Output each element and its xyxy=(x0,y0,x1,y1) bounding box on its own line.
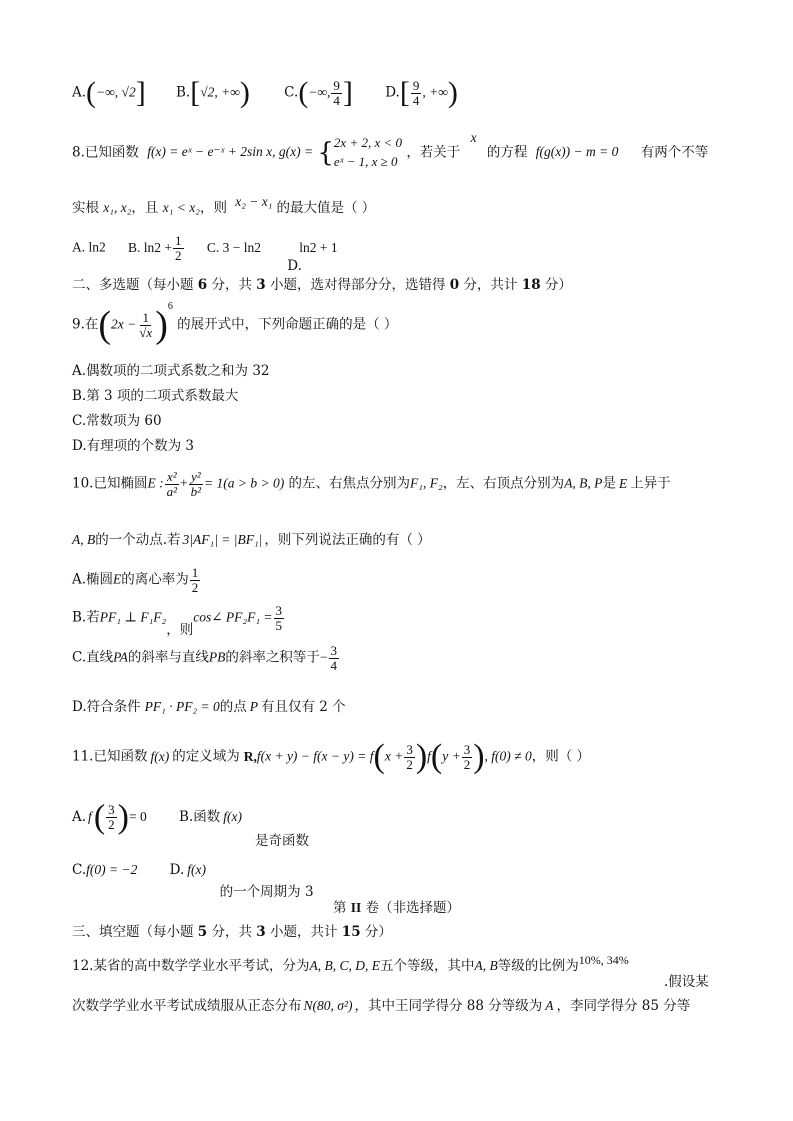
q11-stem: 11.已知函数 f(x) 的定义域为 R,f(x + y) − f(x − y) = f(x + $\frac{3}{2}$ )f(y + $\frac{3}{2}$ ), f(0) ≠ 0，则（ ） xyxy=(72,738,590,775)
q9-stem: 9.在(2x − $\frac{1}{√x}$ )$^6$ 的展开式中，下列命题正确的是（ ） xyxy=(72,301,398,346)
fraction: $\frac{3}{2}$ xyxy=(463,741,471,772)
section-3-heading: 三、填空题（每小题 5 分，共 3 小题，共计 15 分） xyxy=(72,924,392,940)
volume-2-heading: 第 II 卷（非选择题） xyxy=(332,900,461,916)
fraction: $\frac{3}{2}$ xyxy=(406,741,413,772)
q9-option-c: C.常数项为 60 xyxy=(72,413,162,429)
fraction: $\frac{3}{5}$ xyxy=(275,603,283,633)
q11-options-ab xyxy=(72,798,310,849)
q12-line1: 12.某省的高中数学学业水平考试，分为A, B, C, D, E五个等级，其中A, B等级的比例为10%, 34% xyxy=(72,953,629,974)
q9-option-a: A.偶数项的二项式系数之和为 32 xyxy=(72,363,270,379)
q9-option-b: B.第 3 项的二项式系数最大 xyxy=(72,388,239,404)
q7-option-a: A.(−∞, √2] xyxy=(72,76,146,109)
q10-line1: 10.已知椭圆E : $\frac{\text{x²}}{\text{a²}}$ + $\frac{\text{y²}}{\text{b²}}$ = 1(a > b > 0) 的左、右焦点分别为F₁, F₂，左、右顶点分别为A, B, P是 E 上异于 xyxy=(72,469,671,499)
q11-option-c: C.f(0) = −2 xyxy=(72,862,138,878)
q10-option-a: A.椭圆E的离心率为 $\frac{1}{2}$ xyxy=(72,565,199,595)
q11-option-a: A. f( $\frac{3}{2}$ )= 0 xyxy=(72,798,147,835)
q11-options-cd xyxy=(72,862,314,900)
fraction: $\frac{1}{2}$ xyxy=(175,233,182,263)
q10-line2: A, B的一个动点.若 3|AF₁| = |BF₁| ，则下列说法正确的有（ ） xyxy=(72,532,431,548)
q8-line2: 实根 x₁, x₂，且 x₁ < x₂，则 x₂ − x₁ 的最大值是（ ） xyxy=(72,194,376,216)
q7-option-d: D.[ $\frac{9}{4}$ , +∞) xyxy=(385,76,458,109)
q12-line2: 次数学学业水平考试成绩服从正态分布 N(80, σ²) ，其中王同学得分 88 分等级为 A ，李同学得分 85 分等 xyxy=(72,998,691,1014)
q9-option-d: D.有理项的个数为 3 xyxy=(72,438,195,454)
piecewise-brace: { xyxy=(317,137,334,168)
q11-option-d: D. f(x) 的一个周期为 3 xyxy=(169,862,314,900)
q7-option-b: B.[√2, +∞) xyxy=(176,76,250,109)
fraction: $\frac{1}{2}$ xyxy=(191,565,199,595)
q10-option-c: C.直线PA的斜率与直线PB的斜率之积等于− $\frac{3}{4}$ xyxy=(72,643,338,673)
fraction: $\frac{1}{√x}$ xyxy=(139,309,153,340)
q8-line1: 8.已知函数 f(x) = eˣ − e⁻ˣ + 2sin x, g(x) = { 2x + 2, x < 0 eˣ − 1, x ≥ 0 ，若关于 x 的方程 f(g(x)) − m = 0 有两个不等 xyxy=(72,134,708,172)
q7-option-c: C.(−∞, $\frac{9}{4}$ ] xyxy=(284,76,353,109)
fraction: $\frac{3}{2}$ xyxy=(108,801,115,832)
q12-tail: .假设某 xyxy=(664,974,709,990)
q8-option-b: B. ln2 + $\frac{1}{2}$ xyxy=(128,233,182,263)
q8-option-d: D. ln2 + 1 xyxy=(287,239,338,274)
q7-options xyxy=(72,78,458,108)
q10-option-d: D.符合条件 PF₁ · PF₂ = 0的点 P 有且仅有 2 个 xyxy=(72,699,346,715)
fraction: $\frac{3}{4}$ xyxy=(330,643,338,673)
q8-options xyxy=(72,233,338,274)
q8-option-a: A. ln2 xyxy=(72,239,106,255)
fraction: $\frac{\text{x²}}{\text{a²}}$ xyxy=(166,469,178,499)
fraction: $\frac{\text{y²}}{\text{b²}}$ xyxy=(190,469,202,499)
piecewise-cases: 2x + 2, x < 0 eˣ − 1, x ≥ 0 xyxy=(333,135,403,169)
section-2-heading: 二、多选题（每小题 6 分，共 3 小题，选对得部分分，选错得 0 分，共计 18 分） xyxy=(72,277,572,293)
q8-option-c: C. 3 − ln2 xyxy=(206,239,261,255)
q11-option-b: B.函数 f(x) 是奇函数 xyxy=(179,808,310,849)
q10-option-b: B.若PF₁ ⊥ F₁F₂，则cos∠ PF₂F₁ = $\frac{3}{5}$ xyxy=(72,603,283,638)
fraction: $\frac{9}{4}$ xyxy=(412,77,420,108)
fraction: $\frac{9}{4}$ xyxy=(333,77,340,108)
